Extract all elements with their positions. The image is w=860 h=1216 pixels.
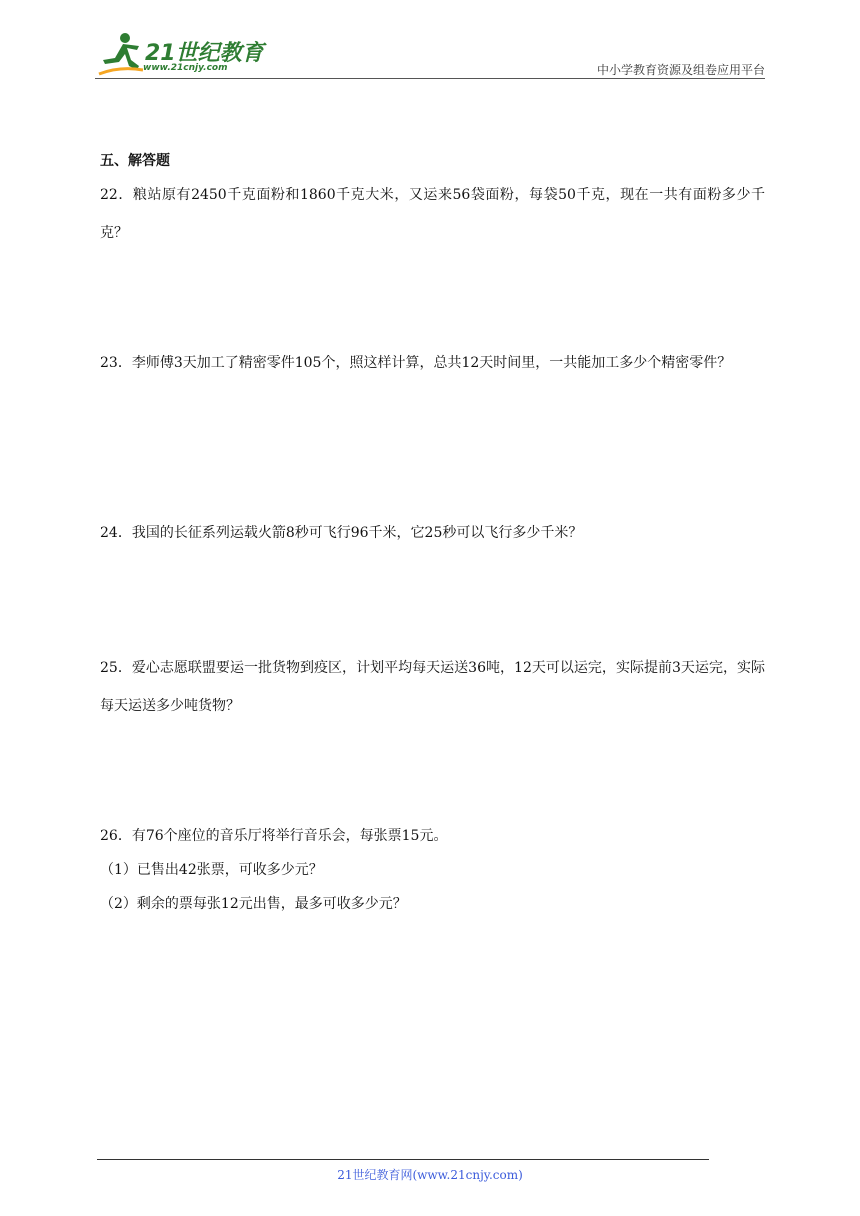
logo-text: 21世纪教育 <box>145 41 264 66</box>
footer-divider <box>97 1159 709 1160</box>
platform-label: 中小学教育资源及组卷应用平台 <box>596 63 765 77</box>
logo-url: www.21cnjy.com <box>143 63 228 73</box>
footer-text: 21世纪教育网(www.21cnjy.com) <box>337 1168 523 1182</box>
page-header <box>95 30 765 80</box>
logo <box>95 30 265 78</box>
question-26: 26．有76个座位的音乐厅将举行音乐会，每张票15元。 <box>100 828 448 844</box>
header-divider <box>95 78 765 79</box>
question-24: 24．我国的长征系列运载火箭8秒可飞行96千米，它25秒可以飞行多少千米？ <box>100 525 583 541</box>
question-26-part-2: （2）剩余的票每张12元出售，最多可收多少元？ <box>100 896 407 912</box>
runner-logo-icon <box>95 30 145 78</box>
section-title: 五、解答题 <box>100 153 170 169</box>
question-25: 25．爱心志愿联盟要运一批货物到疫区，计划平均每天运送36吨，12天可以运完，实际提前3天运完，实际每天运送多少吨货物？ <box>100 660 765 714</box>
question-23: 23．李师傅3天加工了精密零件105个，照这样计算，总共12天时间里，一共能加工多少个精密零件？ <box>100 355 732 371</box>
question-22: 22．粮站原有2450千克面粉和1860千克大米，又运来56袋面粉，每袋50千克，现在一共有面粉多少千克？ <box>100 187 765 241</box>
question-26-part-1: （1）已售出42张票，可收多少元？ <box>100 862 323 878</box>
